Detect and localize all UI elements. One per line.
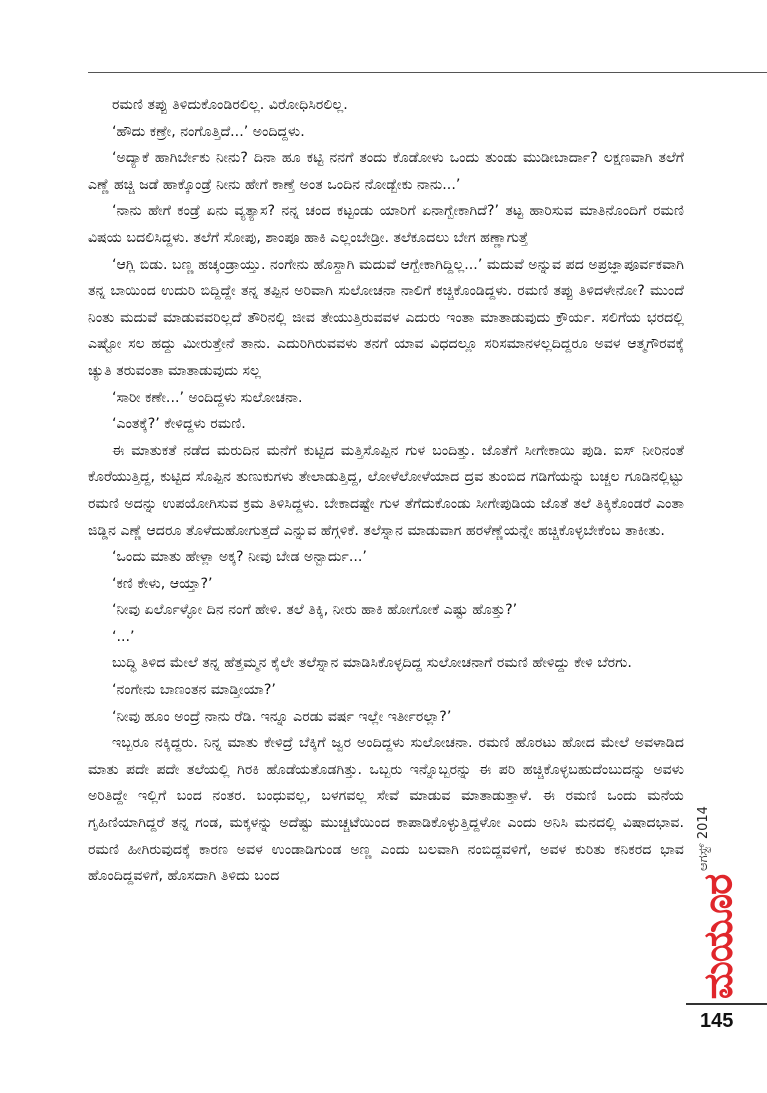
paragraph: ‘ಕಣಿ ಕೇಳು, ಆಯ್ತಾ?’	[112, 575, 213, 592]
page-number: 145	[700, 1010, 734, 1032]
issue-date-text: ಆಗಸ್ಟ್ 2014	[695, 805, 711, 871]
paragraph: ‘ಸಾರೀ ಕಣೇ...’ ಅಂದಿದ್ದಳು ಸುಲೋಚನಾ.	[112, 389, 303, 406]
magazine-logo-text: ಮಯೂರ	[695, 874, 741, 1000]
paragraph: ‘...’	[112, 628, 135, 645]
paragraph: ಬುದ್ಧಿ ತಿಳಿದ ಮೇಲೆ ತನ್ನ ಹೆತ್ತಮ್ಮನ ಕೈಲೇ ತಲೆಸ್ನಾನ ಮಾಡಿಸಿಕೊಳ್ಳದಿದ್ದ ಸುಲೋಚನಾಗೆ ರಮಣಿ ಹೇಳಿದ್ದು ಕೇಳಿ ಬೆರಗು.	[112, 655, 632, 672]
paragraph: ರಮಣಿ ತಪ್ಪು ತಿಳಿದುಕೊಂಡಿರಲಿಲ್ಲ. ವಿರೋಧಿಸಿರಲಿಲ್ಲ.	[112, 97, 348, 113]
paragraph: ಈ ಮಾತುಕತೆ ನಡೆದ ಮರುದಿನ ಮನೆಗೆ ಕುಟ್ಟಿದ ಮತ್ತಿಸೊಪ್ಪಿನ ಗುಳ ಬಂದಿತ್ತು. ಜೊತೆಗೆ ಸೀಗೇಕಾಯಿ ಪುಡಿ. ಐಸ್ ನೀರಿನಂತೆ ಕೊರೆಯುತ್ತಿದ್ದ, ಕುಟ್ಟಿದ ಸೊಪ್ಪಿನ ತುಣುಕುಗಳು ತೇಲಾಡುತ್ತಿದ್ದ, ಲೋಳೆಲೋಳೆಯಾದ ದ್ರವ ತುಂಬಿದ ಗಡಿಗೆಯನ್ನು ಬಚ್ಚಲ ಗೂಡಿನಲ್ಲಿಟ್ಟು ರಮಣಿ ಅದನ್ನು ಉಪಯೋಗಿಸುವ ಕ್ರಮ ತಿಳಿಸಿದ್ದಳು. ಬೇಕಾದಷ್ಟೇ ಗುಳ ತೆಗೆದುಕೊಂಡು ಸೀಗೇಪುಡಿಯ ಜೊತೆ ತಲೆ ತಿಕ್ಕಿಕೊಂಡರೆ ಎಂತಾ ಜಿಡ್ಡಿನ ಎಣ್ಣೆ ಆದರೂ ತೊಳೆದುಹೋಗುತ್ತದೆ ಎನ್ನುವ ಹೆಗ್ಗಳಿಕೆ. ತಲೆಸ್ನಾನ ಮಾಡುವಾಗ ಹರಳೆಣ್ಣೆಯನ್ನೇ ಹಚ್ಚಿಕೊಳ್ಳಬೇಕೆಂಬ ತಾಕೀತು.	[88, 442, 684, 539]
issue-date	[690, 800, 716, 876]
magazine-logo	[690, 874, 746, 1000]
paragraph: ‘ನಾನು ಹೇಗೆ ಕಂಡ್ರೆ ಏನು ವ್ಯತ್ಯಾಸ? ನನ್ನ ಚಂದ ಕಟ್ಟಂಡು ಯಾರಿಗೆ ಏನಾಗ್ಬೇಕಾಗಿದೆ?’ ತಟ್ಟ ಹಾರಿಸುವ ಮಾತಿನೊಂದಿಗೆ ರಮಣಿ ವಿಷಯ ಬದಲಿಸಿದ್ದಳು. ತಲೆಗೆ ಸೋಪು, ಶಾಂಪೂ ಹಾಕಿ ಎಲ್ಲಂಬೇಡ್ರೀ. ತಲೆಕೂದಲು ಬೇಗ ಹಣ್ಣಾಗುತ್ತೆ	[88, 203, 684, 246]
paragraph: ಇಬ್ಬರೂ ನಕ್ಕಿದ್ದರು. ನಿನ್ನ ಮಾತು ಕೇಳಿದ್ರೆ ಬೆಕ್ಕಿಗೆ ಜ್ವರ ಅಂದಿದ್ದಳು ಸುಲೋಚನಾ. ರಮಣಿ ಹೊರಟು ಹೋದ ಮೇಲೆ ಅವಳಾಡಿದ ಮಾತು ಪದೇ ಪದೇ ತಲೆಯಲ್ಲಿ ಗಿರಕಿ ಹೊಡೆಯತೊಡಗಿತ್ತು. ಒಬ್ಬರು ಇನ್ನೊಬ್ಬರನ್ನು ಈ ಪರಿ ಹಚ್ಚಿಕೊಳ್ಳಬಹುದೆಂಬುದನ್ನು ಅವಳು ಅರಿತಿದ್ದೇ ಇಲ್ಲಿಗೆ ಬಂದ ನಂತರ. ಬಂಧುವಲ್ಲ, ಬಳಗವಲ್ಲ ಸೇವೆ ಮಾಡುವ ಮಾತಾಡುತ್ತಾಳೆ. ಈ ರಮಣಿ ಒಂದು ಮನೆಯ ಗೃಹಿಣಿಯಾಗಿದ್ದರೆ ತನ್ನ ಗಂಡ, ಮಕ್ಕಳನ್ನು ಅದೆಷ್ಟು ಮುಚ್ಚಟೆಯಿಂದ ಕಾಪಾಡಿಕೊಳ್ಳುತ್ತಿದ್ದಳೋ ಎಂದು ಅನಿಸಿ ಮನದಲ್ಲಿ ವಿಷಾದಭಾವ. ರಮಣಿ ಹೀಗಿರುವುದಕ್ಕೆ ಕಾರಣ ಅವಳ ಉಂಡಾಡಿಗುಂಡ ಅಣ್ಣ ಎಂದು ಬಲವಾಗಿ ನಂಬಿದ್ದವಳಿಗೆ, ಅವಳ ಕುರಿತು ಕನಿಕರದ ಭಾವ ಹೊಂದಿದ್ದವಳಿಗೆ, ಹೊಸದಾಗಿ ತಿಳಿದು ಬಂದ	[88, 735, 684, 885]
article-body	[88, 92, 684, 890]
paragraph: ‘ನೀವು ಹೂಂ ಅಂದ್ರೆ ನಾನು ರೆಡಿ. ಇನ್ನೂ ಎರಡು ವರ್ಷ ಇಲ್ಲೇ ಇರ್ತೀರಲ್ಲಾ?’	[112, 708, 452, 725]
footer-rule	[686, 1003, 767, 1005]
paragraph: ‘ನೀವು ಏರ್ಲೊಳ್ಳೋ ದಿನ ನಂಗೆ ಹೇಳಿ. ತಲೆ ತಿಕ್ಕಿ, ನೀರು ಹಾಕಿ ಹೋಗೋಕೆ ಎಷ್ಟು ಹೊತ್ತು?’	[112, 602, 518, 619]
paragraph: ‘ಎಂತಕ್ಕೆ?’ ಕೇಳಿದ್ದಳು ರಮಣಿ.	[112, 416, 246, 433]
paragraph: ‘ಆಗ್ಲಿ ಬಿಡು. ಬಣ್ಣ ಹಚ್ಕಂಡ್ರಾಯ್ತು. ನಂಗೇನು ಹೊಸ್ದಾಗಿ ಮದುವೆ ಆಗ್ಬೇಕಾಗಿದ್ದಿಲ್ಲ...’ ಮದುವೆ ಅನ್ನುವ ಪದ ಅಪ್ರಜ್ಞಾಪೂರ್ವಕವಾಗಿ ತನ್ನ ಬಾಯಿಂದ ಉದುರಿ ಬಿದ್ದಿದ್ದೇ ತನ್ನ ತಪ್ಪಿನ ಅರಿವಾಗಿ ಸುಲೋಚನಾ ನಾಲಿಗೆ ಕಚ್ಚಿಕೊಂಡಿದ್ದಳು. ರಮಣಿ ತಪ್ಪು ತಿಳಿದಳೇನೋ? ಮುಂದೆ ನಿಂತು ಮದುವೆ ಮಾಡುವವರಿಲ್ಲದೆ ತೌರಿನಲ್ಲಿ ಜೀವ ತೇಯುತ್ತಿರುವವಳ ಎದುರು ಇಂತಾ ಮಾತಾಡುವುದು ಕ್ರೌರ್ಯ. ಸಲಿಗೆಯ ಭರದಲ್ಲಿ ಎಷ್ಟೋ ಸಲ ಹದ್ದು ಮೀರುತ್ತೇನೆ ತಾನು. ಎದುರಿಗಿರುವವಳು ತನಗೆ ಯಾವ ವಿಧದಲ್ಲೂ ಸರಿಸಮಾನಳಲ್ಲದಿದ್ದರೂ ಅವಳ ಆತ್ಮಗೌರವಕ್ಕೆ ಚ್ಯುತಿ ತರುವಂತಾ ಮಾತಾಡುವುದು ಸಲ್ಲ	[88, 256, 684, 379]
paragraph: ‘ನಂಗೇನು ಬಾಣಂತನ ಮಾಡ್ತೀಯಾ?’	[112, 682, 276, 699]
paragraph: ‘ಹೌದು ಕಣ್ರೇ, ನಂಗೊತ್ತಿದೆ...’ ಅಂದಿದ್ದಳು.	[112, 123, 305, 140]
header-rule	[88, 72, 767, 73]
paragraph: ‘ಒಂದು ಮಾತು ಹೇಳ್ಲಾ ಅಕ್ಕ? ನೀವು ಬೇಡ ಅನ್ಬಾರ್ದು...’	[112, 549, 367, 566]
paragraph: ‘ಅದ್ಯಾಕೆ ಹಾಗಿರ್ಬೇಕು ನೀನು? ದಿನಾ ಹೂ ಕಟ್ಟಿ ನನಗೆ ತಂದು ಕೊಡೋಳು ಒಂದು ತುಂಡು ಮುಡೀಬಾರ್ದಾ? ಲಕ್ಷಣವಾಗಿ ತಲೆಗೆ ಎಣ್ಣೆ ಹಚ್ಚಿ ಜಡೆ ಹಾಕ್ಕೊಂಡ್ರೆ ನೀನು ಹೇಗೆ ಕಾಣ್ತೆ ಅಂತ ಒಂದಿನ ನೋಡ್ಬೇಕು ನಾನು...’	[88, 150, 684, 193]
